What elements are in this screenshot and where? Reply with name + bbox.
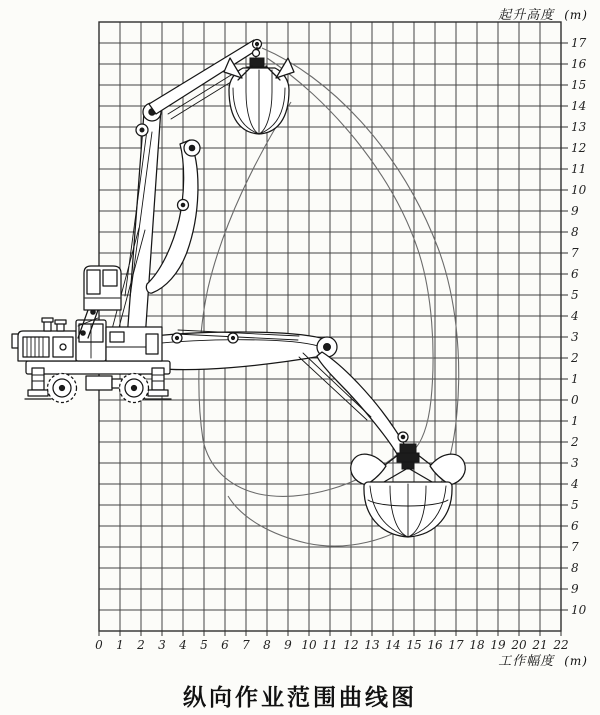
diagram-caption: 纵向作业范围曲线图 (183, 684, 417, 710)
y-tick-label: 3 (571, 330, 579, 344)
x-tick-label: 4 (179, 638, 187, 652)
y-tick-label: 7 (571, 540, 579, 554)
x-axis-title-text: 工作幅度 (498, 654, 555, 669)
y-tick-label: 7 (571, 246, 579, 260)
grapple-open-lowered (351, 432, 465, 537)
x-tick-label: 13 (364, 638, 380, 652)
y-tick-label: 4 (571, 309, 579, 323)
y-tick-label: 12 (571, 141, 587, 155)
y-tick-label: 6 (571, 267, 579, 281)
x-tick-label: 19 (490, 638, 506, 652)
y-tick-label: 9 (571, 582, 579, 596)
wheel-rear (48, 374, 77, 403)
exhaust-stacks (42, 318, 66, 331)
y-tick-label: 16 (571, 57, 587, 71)
boom-horizontal-position (136, 330, 407, 454)
x-axis-title (498, 650, 588, 669)
cab-windshield (87, 270, 100, 294)
x-tick-label: 6 (221, 638, 229, 652)
x-tick-label: 2 (137, 638, 145, 652)
x-tick-label: 22 (553, 638, 569, 652)
x-tick-label: 11 (322, 638, 338, 652)
y-tick-label: 13 (571, 120, 587, 134)
x-tick-label: 1 (116, 638, 124, 652)
y-tick-label: 8 (571, 561, 579, 575)
grapple-shell-left (351, 454, 386, 485)
x-axis-unit: (m) (564, 654, 588, 668)
y-tick-label: 11 (571, 162, 587, 176)
x-tick-label: 14 (385, 638, 401, 652)
y-axis-title-text: 起升高度 (498, 8, 555, 23)
y-tick-label: 14 (571, 99, 587, 113)
y-tick-label: 2 (571, 351, 579, 365)
y-tick-label: 0 (571, 393, 579, 407)
x-tick-label: 12 (343, 638, 359, 652)
envelope-inner-curve (199, 102, 399, 496)
y-tick-label: 6 (571, 519, 579, 533)
x-tick-label: 0 (95, 638, 103, 652)
x-tick-label: 5 (200, 638, 208, 652)
x-tick-label: 17 (448, 638, 464, 652)
y-tick-label: 17 (571, 36, 587, 50)
x-tick-label: 7 (242, 638, 250, 652)
y-tick-label: 10 (571, 183, 587, 197)
x-tick-label: 3 (158, 638, 166, 652)
x-tick-label: 21 (532, 638, 548, 652)
material-handler-drawing (12, 40, 465, 538)
x-tick-label: 8 (263, 638, 271, 652)
boom-raised (126, 108, 161, 354)
y-tick-label: 10 (571, 603, 587, 617)
y-tick-label: 1 (571, 372, 579, 386)
undercarriage (25, 361, 171, 403)
x-tick-label: 15 (406, 638, 422, 652)
wheel-front (120, 374, 149, 403)
y-tick-label: 8 (571, 225, 579, 239)
y-axis-unit: (m) (564, 8, 588, 22)
x-tick-label: 20 (511, 638, 527, 652)
y-tick-label: 1 (571, 414, 579, 428)
y-tick-label: 4 (571, 477, 579, 491)
y-tick-label: 9 (571, 204, 579, 218)
x-tick-label: 18 (469, 638, 485, 652)
y-tick-label: 2 (571, 435, 579, 449)
y-tick-label: 3 (571, 456, 579, 470)
y-tick-label: 5 (571, 288, 579, 302)
chassis-frame (26, 361, 170, 374)
x-tick-label: 10 (301, 638, 317, 652)
cab-rear-window (103, 270, 117, 286)
y-tick-label: 15 (571, 78, 587, 92)
y-axis-title (498, 4, 588, 23)
x-tick-label: 16 (427, 638, 443, 652)
x-tick-label: 9 (284, 638, 292, 652)
y-tick-label: 5 (571, 498, 579, 512)
